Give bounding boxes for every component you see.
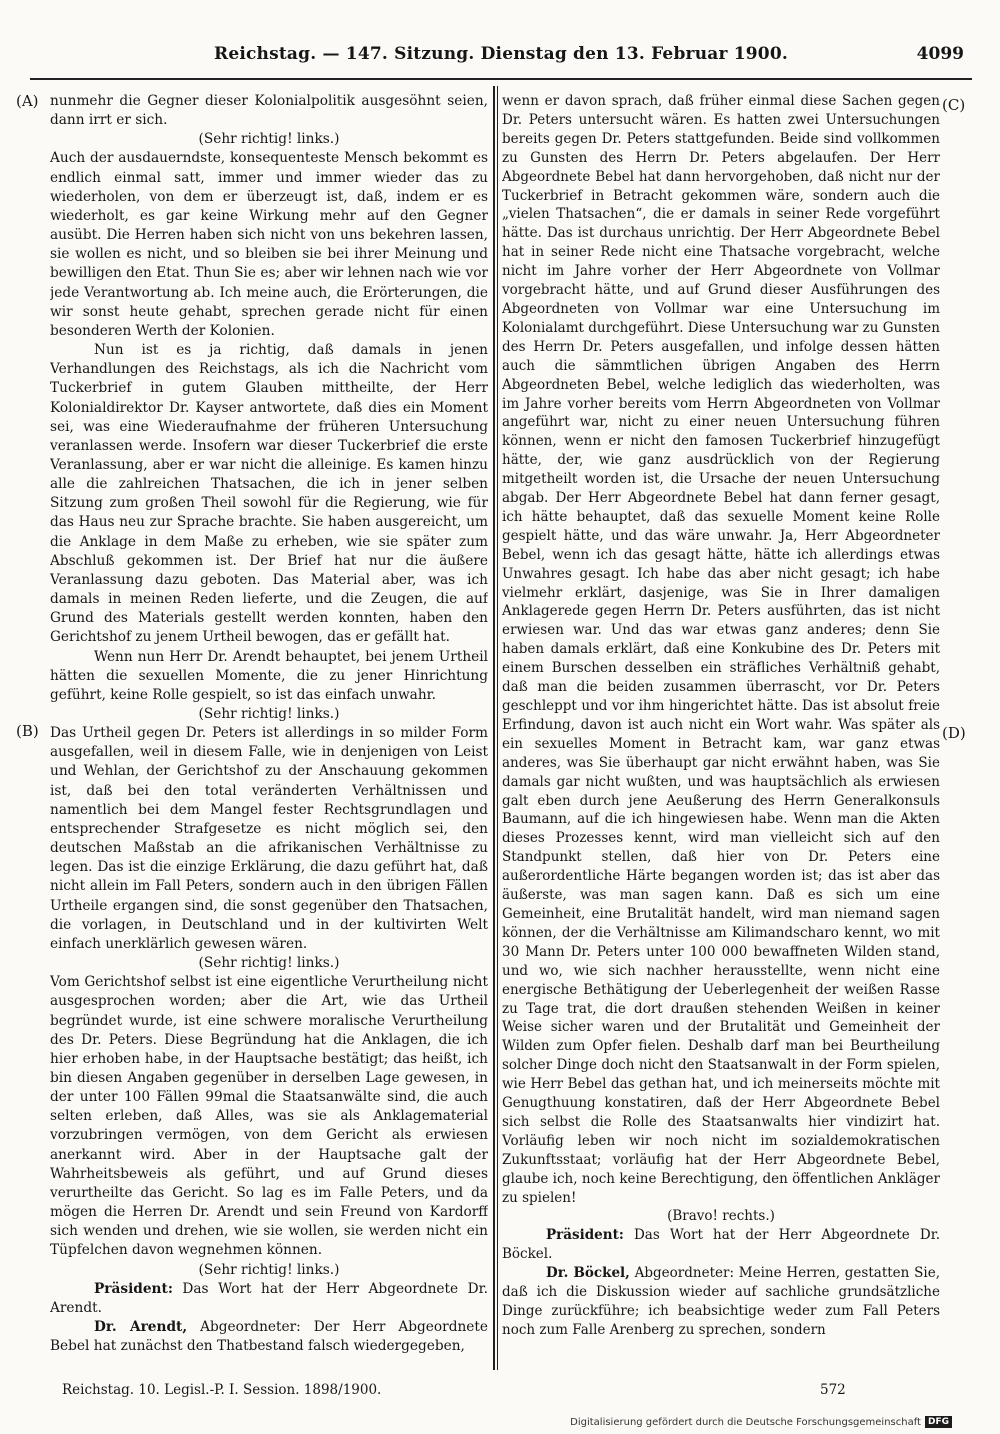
speaker-name: Dr. Böckel, xyxy=(546,1265,630,1282)
interjection xyxy=(50,1261,488,1280)
paragraph-text: Auch der ausdauerndste, konsequenteste Mensch bekommt es endlich einmal satt, immer und immer wieder das zu wiederholen, von dem er überzeugt ist, daß, indem er es wiederholt, es gar keine Wirkung mehr auf den Gegner ausübt. Die Herren haben sich nicht von uns bekehren lassen, sie wollen es nicht, und so bleiben sie bei ihrer Meinung und bewilligen den Etat. Thun Sie es; aber wir lehnen nach wie vor jede Verantwortung ab. Ich meine auch, die Erörterungen, die wir sonst heute gehabt, sprechen gerade nicht für einen besonderen Werth der Kolonien. xyxy=(50,150,488,339)
column-divider-inner xyxy=(497,86,498,1370)
left-text-column xyxy=(50,92,488,1362)
paragraph-text: (Sehr richtig! links.) xyxy=(198,955,340,972)
paragraph-text: (Sehr richtig! links.) xyxy=(198,131,340,148)
interjection xyxy=(50,954,488,973)
speaker-name: Präsident: xyxy=(546,1227,624,1244)
paragraph-text: nunmehr die Gegner dieser Kolonialpolitik ausgesöhnt seien, dann irrt er sich. xyxy=(50,93,488,129)
header-rule xyxy=(30,78,972,80)
paragraph xyxy=(50,973,488,1260)
paragraph-text: Vom Gerichtshof selbst ist eine eigentliche Verurtheilung nicht ausgesprochen worden; aber die Art, wie das Urtheil begründet wurde, ist eine schwere moralische Verurtheilung des Dr. Peters. Diese Begründung hat die Anklagen, die ich hier erhoben habe, in der Hauptsache bestätigt; das heißt, ich bin diesen Angaben gegenüber in derselben Lage gewesen, in der unter 100 Fällen 99mal die Staatsanwälte sind, die auch selten erleben, daß Alles, was sie als Anklagematerial vorzubringen vermögen, von dem Gericht als erwiesen anerkannt wird. Aber in der Hauptsache galt der Wahrheitsbeweis als geführt, und auf Grund dieses verurtheilte das Gericht. So lag es im Falle Peters, und da mögen die Herren Dr. Arendt und sein Freund von Kardorff sich wenden und drehen, wie sie wollen, sie werden nicht ein Tüpfelchen davon wegnehmen können. xyxy=(50,974,488,1259)
interjection xyxy=(50,705,488,724)
column-divider xyxy=(493,86,495,1370)
paragraph-text: Wenn nun Herr Dr. Arendt behauptet, bei jenem Urtheil hätten die sexuellen Momente, die zu jener Hinrichtung geführt, keine Rolle gespielt, so ist das einfach unwahr. xyxy=(50,648,488,703)
margin-mark-b: (B) xyxy=(16,722,39,740)
speaker-name: Dr. Arendt, xyxy=(94,1319,188,1335)
paragraph-text: Das Urtheil gegen Dr. Peters ist allerdings in so milder Form ausgefallen, weil in diesem Falle, wie in denjenigen von Leist und Wehlan, der Gerichtshof zu der Anschauung gekommen ist, daß bei den total veränderten Verhältnissen und namentlich bei dem Mangel fester Rechtsgrundlagen und entsprechender Strafgesetze es nicht möglich sei, den deutschen Maßstab an die afrikanischen Verhältnisse zu legen. Das ist die einzige Erklärung, die dazu geführt hat, daß nicht allein im Fall Peters, sondern auch in den übrigen Fällen Urtheile ergangen sind, die sonst gegenüber den Thatsachen, die vorlagen, in Deutschland und in der kultivirten Welt einfach unerklärlich gewesen wären. xyxy=(50,725,488,952)
paragraph xyxy=(50,648,488,705)
paragraph xyxy=(50,1318,488,1356)
paragraph-text: Das Wort hat der Herr Abgeordnete Dr. Böckel. xyxy=(502,1227,940,1263)
paragraph xyxy=(50,149,488,341)
paragraph xyxy=(50,1280,488,1318)
page-number: 4099 xyxy=(916,44,964,64)
paragraph-text: Abgeordneter: Der Herr Abgeordnete Bebel hat zunächst den Thatbestand falsch wiedergegeben, xyxy=(50,1319,488,1355)
credit-text: Digitalisierung gefördert durch die Deutsche Forschungsgemeinschaft xyxy=(570,1416,921,1428)
interjection xyxy=(502,1207,940,1226)
digitization-credit xyxy=(570,1416,952,1428)
margin-mark-c: (C) xyxy=(942,96,966,114)
paragraph-text: Nun ist es ja richtig, daß damals in jenen Verhandlungen des Reichstags, als ich die Nachricht vom Tuckerbrief in gutem Glauben mittheilte, der Herr Kolonialdirektor Dr. Kayser antwortete, daß dies ein Moment sei, was eine Wiederaufnahme der früheren Untersuchung veranlassen werde. Insofern war dieser Tuckerbrief die erste Veranlassung, aber er war nicht die alleinige. Es kamen hinzu alle die zahlreichen Thatsachen, die ich in jener selben Sitzung zum großen Theil sowohl für die Regierung, wie für das Haus neu zur Sprache brachte. Sie haben ausgereicht, um die Anklage in dem Maße zu erheben, wie sie später zum Abschluß gekommen ist. Der Brief hat nur die äußere Veranlassung dazu geboten. Das Material aber, was ich damals in meinen Reden lieferte, und die Zeugen, die auf Grund des Materials gestellt werden konnten, haben den Gerichtshof zu jenem Urtheil bewogen, das er gefällt hat. xyxy=(50,342,488,646)
paragraph-text: Das Wort hat der Herr Abgeordnete Dr. Arendt. xyxy=(50,1280,488,1316)
dfg-logo: DFG xyxy=(925,1416,952,1428)
running-header xyxy=(30,44,972,72)
footer-sheet-number: 572 xyxy=(820,1382,846,1398)
paragraph-text: Abgeordneter: Meine Herren, gestatten Sie, daß ich die Diskussion wieder auf sachliche grundsätzliche Dinge zurückführe; ich beabsichtige weder zum Fall Peters noch zum Falle Arenberg zu sprechen, sondern xyxy=(502,1265,940,1338)
speaker-name: Präsident: xyxy=(94,1280,173,1297)
header-title: Reichstag. — 147. Sitzung. Dienstag den 13. Februar 1900. xyxy=(214,44,788,64)
paragraph xyxy=(502,1226,940,1264)
paragraph-text: (Sehr richtig! links.) xyxy=(198,1261,340,1278)
paragraph xyxy=(502,1264,940,1340)
paragraph xyxy=(50,341,488,648)
footer-imprint: Reichstag. 10. Legisl.-P. I. Session. 1898/1900. xyxy=(62,1382,382,1398)
margin-mark-a: (A) xyxy=(16,92,39,110)
paragraph-text: (Sehr richtig! links.) xyxy=(198,706,340,722)
margin-mark-d: (D) xyxy=(942,724,966,742)
paragraph xyxy=(502,92,940,1207)
paragraph xyxy=(50,92,488,130)
interjection xyxy=(50,130,488,149)
paragraph xyxy=(50,724,488,954)
paragraph-text: (Bravo! rechts.) xyxy=(667,1208,775,1225)
right-text-column xyxy=(502,92,940,1362)
paragraph-text: wenn er davon sprach, daß früher einmal diese Sachen gegen Dr. Peters untersucht wären. Es hatten zwei Untersuchungen bereits gegen Dr. Peters stattgefunden. Beide sind vollkommen zu Gunsten des Herrn Dr. Peters abgelaufen. Der Herr Abgeordnete Bebel hat dann hervorgehoben, daß nicht nur der Tuckerbrief in Betracht gekommen wäre, sondern auch die „vielen Thatsachen“, die er damals in seiner Rede vorgeführt hätte. Das ist durchaus unrichtig. Der Herr Abgeordnete Bebel hat in seiner Rede nicht eine Thatsache vorgebracht, welche nicht im Jahre vorher der Herr Abgeordnete von Vollmar vorgebracht hätte, und auf Grund dieser Ausführungen des Abgeordneten von Vollmar war eine Untersuchung im Kolonialamt durchgeführt. Diese Untersuchung war zu Gunsten des Herrn Dr. Peters ausgefallen, und infolge dessen hätten auch die sämmtlichen übrigen Angaben des Herrn Abgeordneten Bebel, welche lediglich das wiederholten, was im Jahre vorher bereits vom Herrn Abgeordneten von Vollmar angeführt war, nicht zu einer neuen Untersuchung führen können, wenn er nicht den famosen Tuckerbrief hinzugefügt hätte, der, wie ganz ausdrücklich von der Regierung mitgetheilt worden ist, die Ursache der neuen Untersuchung abgab. Der Herr Abgeordnete Bebel hat dann ferner gesagt, ich hätte behauptet, daß das sexuelle Moment keine Rolle gespielt hätte, und das wäre unwahr. Ja, Herr Abgeordneter Bebel, wenn ich das gesagt hätte, hätte ich allerdings etwas Unwahres gesagt. Ich habe das aber nicht gesagt; ich habe vielmehr erklärt, dasjenige, was Sie in Ihrer damaligen Anklagerede gegen Herrn Dr. Peters ausführten, das ist nicht erwiesen war. Und das war etwas ganz anderes; denn Sie haben damals erklärt, daß eine Konkubine des Dr. Peters mit einem Burschen desselben ein sträfliches Verhältniß gehabt, daß man die beiden zusammen überrascht, vor Dr. Peters geschleppt und vor ihm hingerichtet hätte. Das ist absolut freie Erfindung, davon ist auch nicht ein Wort wahr. Was später als ein sexuelles Moment in Betracht kam, war ganz etwas anderes, was Sie überhaupt gar nicht erwähnt haben, was Sie damals gar nicht wußten, und was hauptsächlich als erwiesen galt eben durch jene Aeußerung des Herrn Generalkonsuls Baumann, auf die ich hingewiesen habe. Wenn man die Akten dieses Prozesses kennt, wird man vielleicht sich auf den Standpunkt stellen, daß hier von Dr. Peters eine außerordentliche Härte begangen worden ist; das ist aber das äußerste, was man sagen kann. Daß es sich um eine Gemeinheit, eine Brutalität handelt, wird man niemand sagen können, der die Verhältnisse am Kilimandscharo kennt, wo mit 30 Mann Dr. Peters unter 100 000 bewaffneten Wilden stand, und wo, wie sich nachher herausstellte, wenn nicht eine energische Bethätigung der Ueberlegenheit der weißen Rasse zu Tage trat, die dort draußen stehenden Weißen in keiner Weise sicher waren und der Brutalität und Gemeinheit der Wilden zum Opfer fielen. Deshalb darf man bei Beurtheilung solcher Dinge doch nicht den Staatsanwalt in der Form spielen, wie Herr Bebel das gethan hat, und ich meinerseits möchte mit Genugthuung konstatiren, daß der Herr Abgeordnete Bebel sich selbst die Rolle des Staatsanwalts hier vindizirt hat. Vorläufig leben wir noch nicht im sozialdemokratischen Zukunftsstaat; vorläufig hat der Herr Abgeordnete Bebel, glaube ich, noch keine Berechtigung, den öffentlichen Ankläger zu spielen! xyxy=(502,93,940,1206)
